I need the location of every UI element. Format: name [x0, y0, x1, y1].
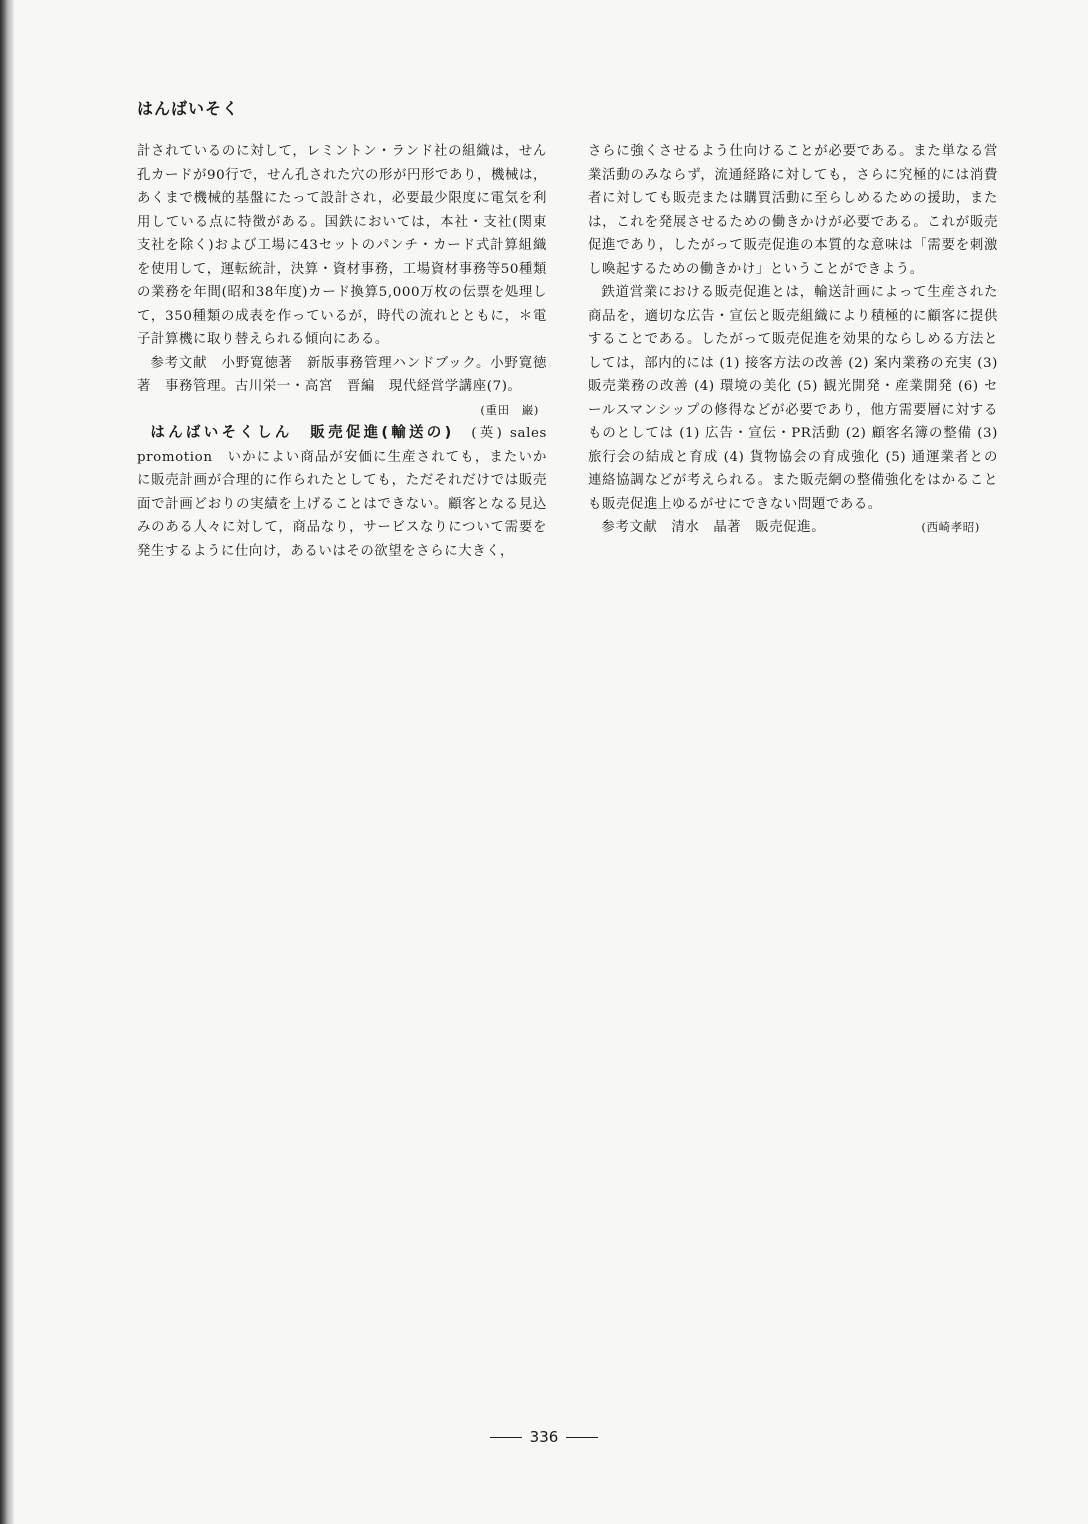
right-paragraph-2: 鉄道営業における販売促進とは，輸送計画によって生産された商品を，適切な広告・宣伝と販売組織により積極的に顧客に提供することである。したがって販売促進を効果的ならしめる方法としては，部内的には (1) 接客方法の改善 (2) 案内業務の充実 (3) 販売業務の改善 (4) 環境の美化 (5) 観光開発・産業開発 (6) セールスマンシップの修得などが必要であり，他方需要層に対するものとしては (1) 広告・宣伝・PR活動 (2) 顧客名簿の整備 (3) 旅行会の結成と育成 (4) 貨物協会の育成強化 (5) 通運業者との連絡協調などが考えられる。また販売網の整備強化をはかることも販売促進上ゆるがせにできない問題である。 — [588, 285, 998, 512]
page-number-dash-left — [490, 1437, 522, 1438]
page-number-dash-right — [566, 1437, 598, 1438]
references-paragraph: 参考文献 清水 晶著 販売促進。 — [601, 520, 826, 535]
book-binding-shadow — [0, 0, 14, 1524]
right-column — [588, 140, 998, 540]
left-column — [137, 140, 547, 563]
entry-body: (英) sales promotion いかによい商品が安価に生産されても，またいかに販売計画が合理的に作られたとしても，ただそれだけでは販売面で計画どおりの実績を上げることはできない。顧客となる見込みのある人々に対して，商品なり，サービスなりについて需要を発生するように仕向け，あるいはその欲望をさらに大きく， — [137, 426, 547, 559]
page-number — [0, 1428, 1088, 1446]
running-header: はんばいそく — [137, 99, 240, 118]
page-number-value: 336 — [529, 1428, 559, 1446]
continuation-paragraph: 計されているのに対して，レミントン・ランド社の組織は，せん孔カードが90行で，せん孔された穴の形が円形であり，機械は，あくまで機械的基盤にたって設計され，必要最少限度に電気を利用している点に特徴がある。国鉄においては，本社・支社(関東支社を除く)および工場に43セットのパンチ・カード式計算組織を使用して，運転統計，決算・資材事務，工場資材事務等50種類の業務を年間(昭和38年度)カード換算5,000万枚の伝票を処理して，350種類の成表を作っているが，時代の流れとともに，＊電子計算機に取り替えられる傾向にある。 — [137, 144, 547, 347]
references-paragraph: 参考文献 小野寛徳著 新版事務管理ハンドブック。小野寛徳著 事務管理。古川栄一・高宮 晋編 現代経営学講座(7)。 — [137, 355, 547, 394]
references-line — [588, 516, 998, 540]
author-signature: (西崎孝昭) — [921, 520, 980, 534]
entry-paragraph — [137, 422, 547, 563]
entry-title: はんばいそくしん 販売促進(輸送の) — [150, 425, 452, 441]
author-signature: (重田 巌) — [480, 402, 539, 417]
right-paragraph-1: さらに強くさせるよう仕向けることが必要である。また単なる営業活動のみならず，流通経路に対しても，さらに究極的には消費者に対しても販売または購買活動に至らしめるための援助，または，これを発展させるための働きかけが必要である。これが販売促進であり，したがって販売促進の本質的な意味は「需要を刺激し喚起するための働きかけ」ということができよう。 — [588, 144, 998, 277]
